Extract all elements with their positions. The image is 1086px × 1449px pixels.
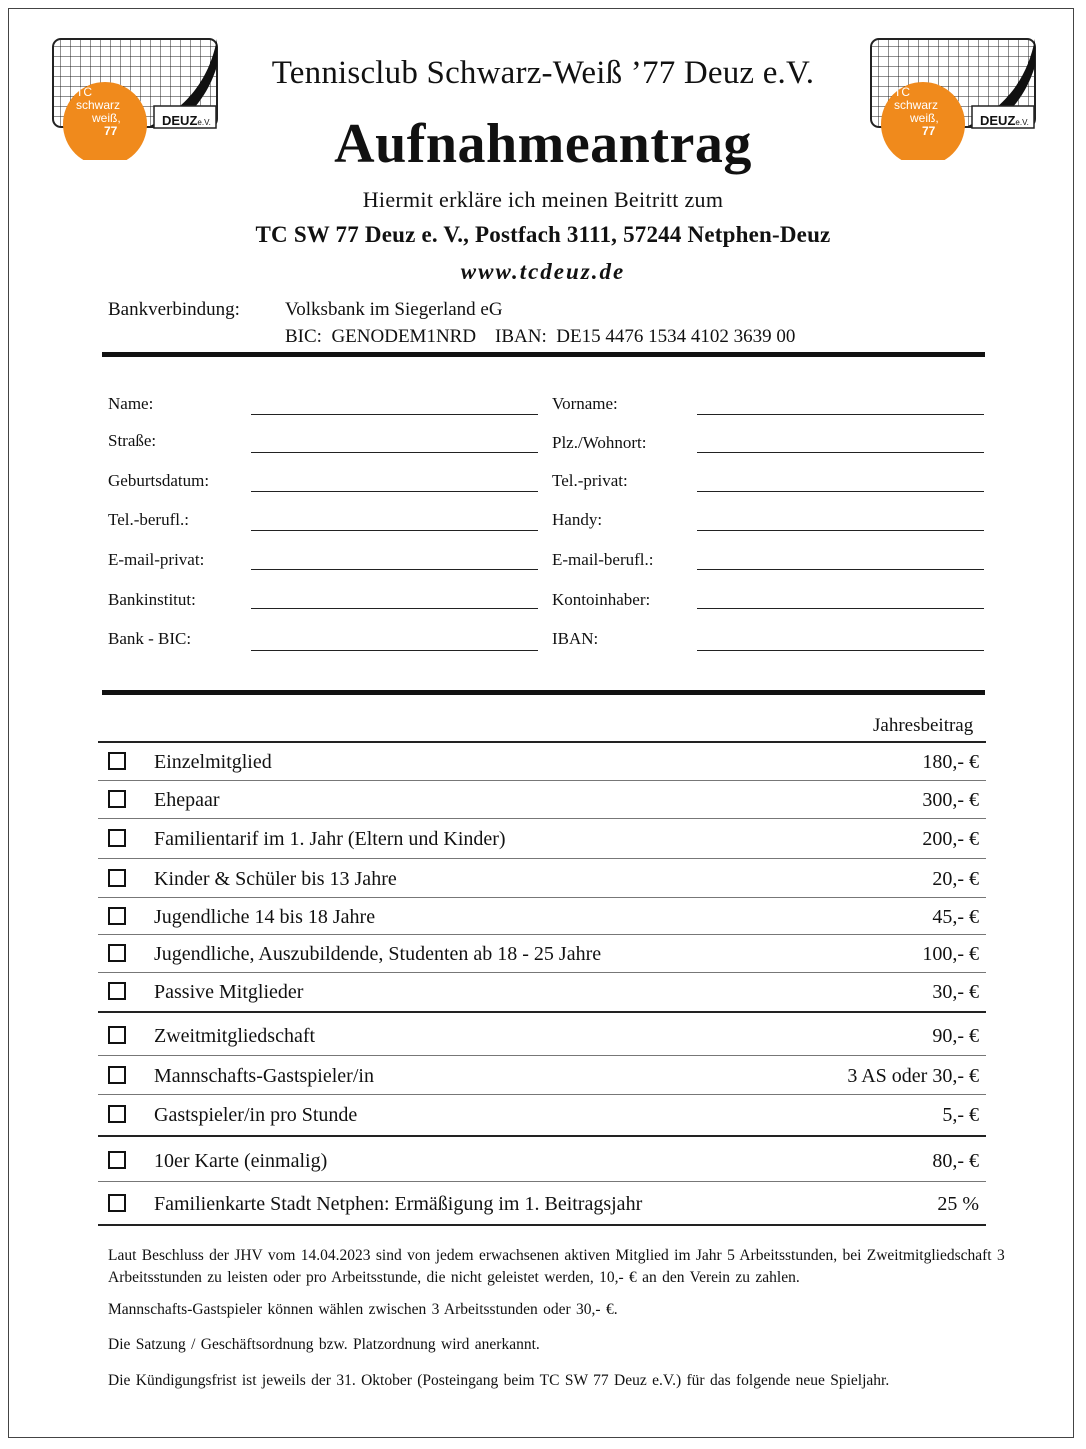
label-kontoinhaber: Kontoinhaber: [552, 590, 651, 609]
checkbox-ehepaar[interactable] [108, 790, 126, 808]
kontoinhaber-field[interactable] [697, 608, 984, 609]
fee-label: Mannschafts-Gastspieler/in [154, 1065, 374, 1087]
email-privat-field[interactable] [251, 569, 538, 570]
label-plz-wohnort: Plz./Wohnort: [552, 433, 647, 452]
logo-text-tc: TC [894, 85, 910, 99]
fee-price: 25 % [937, 1193, 979, 1215]
strasse-field[interactable] [251, 452, 538, 453]
note-gastspieler: Mannschafts-Gastspieler können wählen zwischen 3 Arbeitsstunden oder 30,- €. [108, 1301, 618, 1318]
fee-column-header: Jahresbeitrag [873, 715, 974, 736]
table-rule [98, 1135, 986, 1137]
fee-price: 45,- € [932, 906, 979, 928]
label-geburtsdatum: Geburtsdatum: [108, 471, 210, 490]
bank-label: Bankverbindung: [108, 299, 240, 320]
checkbox-jugendliche-14-18[interactable] [108, 907, 126, 925]
fee-price: 3 AS oder 30,- € [847, 1065, 979, 1087]
checkbox-kinder-schueler[interactable] [108, 869, 126, 887]
label-iban: IBAN: [552, 629, 599, 648]
fee-label: Ehepaar [154, 789, 220, 811]
fee-price: 180,- € [922, 751, 979, 773]
fee-price: 300,- € [922, 789, 979, 811]
table-rule [98, 1224, 986, 1226]
fee-price: 90,- € [932, 1025, 979, 1047]
plz-wohnort-field[interactable] [697, 452, 984, 453]
checkbox-familientarif[interactable] [108, 829, 126, 847]
name-field[interactable] [251, 414, 538, 415]
logo-text-77: 77 [922, 124, 936, 138]
vorname-field[interactable] [697, 414, 984, 415]
fee-price: 30,- € [932, 981, 979, 1003]
fee-label: Passive Mitglieder [154, 981, 304, 1003]
checkbox-10er-karte[interactable] [108, 1151, 126, 1169]
table-rule [98, 1011, 986, 1013]
fee-label: Familienkarte Stadt Netphen: Ermäßigung im 1. Beitragsjahr [154, 1193, 643, 1215]
table-rule [98, 780, 986, 781]
email-berufl-field[interactable] [697, 569, 984, 570]
note-arbeitsstunden: Laut Beschluss der JHV vom 14.04.2023 sind von jedem erwachsenen aktiven Mitglied im Jahr 5 Arbeitsstunden, bei Zweitmitgliedschaft 3 Arbeitsstunden zu leisten oder pro Arbeitsstunde, die nicht geleistet werden, 10,- € an den Verein zu zahlen. [108, 1247, 1005, 1286]
table-rule [98, 1055, 986, 1056]
bank-codes: BIC: GENODEM1NRD IBAN: DE15 4476 1534 4102 3639 00 [285, 326, 796, 347]
label-name: Name: [108, 394, 154, 413]
table-rule [98, 741, 986, 743]
fee-label: 10er Karte (einmalig) [154, 1150, 328, 1172]
tel-berufl-field[interactable] [251, 530, 538, 531]
iban-field[interactable] [697, 650, 984, 651]
table-rule [98, 1094, 986, 1095]
handy-field[interactable] [697, 530, 984, 531]
checkbox-jugendliche-azubis-studenten[interactable] [108, 944, 126, 962]
table-rule [98, 858, 986, 859]
declaration-text: Hiermit erkläre ich meinen Beitritt zum [362, 187, 724, 212]
table-rule [98, 972, 986, 973]
note-kuendigungsfrist: Die Kündigungsfrist ist jeweils der 31. Oktober (Posteingang beim TC SW 77 Deuz e.V.) für das folgende neue Spieljahr. [108, 1372, 890, 1389]
page-title: Aufnahmeantrag [334, 113, 752, 175]
logo-text-weiss: weiß, [910, 111, 939, 125]
logo-text-77: 77 [104, 124, 118, 138]
checkbox-familienkarte-netphen[interactable] [108, 1194, 126, 1212]
bank-name: Volksbank im Siegerland eG [285, 299, 503, 320]
geburtsdatum-field[interactable] [251, 491, 538, 492]
table-rule [98, 897, 986, 898]
label-bank-bic: Bank - BIC: [108, 629, 192, 648]
fee-label: Jugendliche 14 bis 18 Jahre [154, 906, 376, 928]
logo-town: DEUZe.V. [980, 113, 1029, 128]
website-link[interactable]: www.tcdeuz.de [460, 259, 626, 284]
fee-price: 80,- € [932, 1150, 979, 1172]
label-strasse: Straße: [108, 431, 157, 450]
fee-price: 200,- € [922, 828, 979, 850]
bankinstitut-field[interactable] [251, 608, 538, 609]
fee-price: 5,- € [942, 1104, 979, 1126]
label-handy: Handy: [552, 510, 603, 529]
table-rule [98, 818, 986, 819]
fee-label: Einzelmitglied [154, 751, 272, 773]
table-rule [98, 934, 986, 935]
logo-text-schwarz: schwarz [76, 98, 121, 112]
label-email-berufl: E-mail-berufl.: [552, 550, 654, 569]
note-satzung: Die Satzung / Geschäftsordnung bzw. Platzordnung wird anerkannt. [108, 1336, 540, 1353]
checkbox-einzelmitglied[interactable] [108, 752, 126, 770]
checkbox-gastspieler-stunde[interactable] [108, 1105, 126, 1123]
fee-label: Gastspieler/in pro Stunde [154, 1104, 358, 1126]
fee-price: 100,- € [922, 943, 979, 965]
club-name: Tennisclub Schwarz-Weiß ’77 Deuz e.V. [271, 55, 815, 91]
section-divider [102, 690, 985, 695]
label-vorname: Vorname: [552, 394, 618, 413]
logo-text-tc: TC [76, 85, 92, 99]
checkbox-passive-mitglieder[interactable] [108, 982, 126, 1000]
fee-price: 20,- € [932, 868, 979, 890]
checkbox-mannschafts-gastspieler[interactable] [108, 1066, 126, 1084]
table-rule [98, 1181, 986, 1182]
logo-text-weiss: weiß, [92, 111, 121, 125]
club-address: TC SW 77 Deuz e. V., Postfach 3111, 57244 Netphen-Deuz [255, 222, 831, 247]
logo-text-schwarz: schwarz [894, 98, 939, 112]
logo-town: DEUZe.V. [162, 113, 211, 128]
bank-bic-field[interactable] [251, 650, 538, 651]
tel-privat-field[interactable] [697, 491, 984, 492]
fee-label: Zweitmitgliedschaft [154, 1025, 316, 1047]
checkbox-zweitmitgliedschaft[interactable] [108, 1026, 126, 1044]
fee-label: Jugendliche, Auszubildende, Studenten ab 18 - 25 Jahre [154, 943, 602, 965]
label-tel-berufl: Tel.-berufl.: [108, 510, 189, 529]
label-bankinstitut: Bankinstitut: [108, 590, 196, 609]
section-divider [102, 352, 985, 357]
fee-label: Kinder & Schüler bis 13 Jahre [154, 868, 397, 890]
label-tel-privat: Tel.-privat: [552, 471, 628, 490]
fee-label: Familientarif im 1. Jahr (Eltern und Kinder) [154, 828, 506, 850]
label-email-privat: E-mail-privat: [108, 550, 205, 569]
